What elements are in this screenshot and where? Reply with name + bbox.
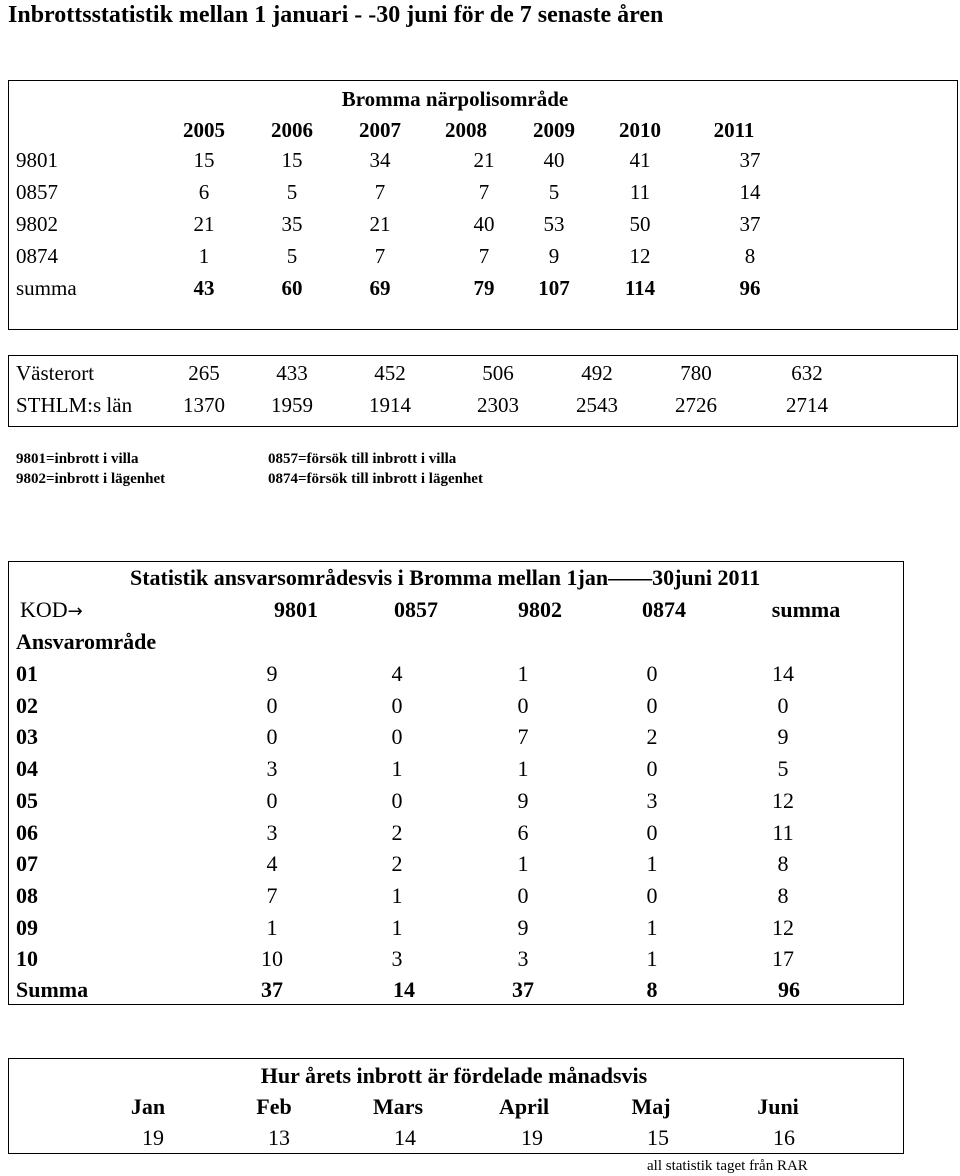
source-note: all statistik taget från RAR <box>647 1158 808 1174</box>
table-cell: 12 <box>629 244 651 268</box>
table-cell: 53 <box>543 212 565 236</box>
table-cell: 7 <box>478 180 490 204</box>
month-header: Maj <box>631 1094 671 1119</box>
table-cell: 2543 <box>576 393 618 417</box>
table-cell: 3 <box>646 787 658 813</box>
table-cell: 7 <box>478 244 490 268</box>
sum-cell: 37 <box>261 977 283 1002</box>
area-code: 03 <box>16 724 38 750</box>
table-cell: 7 <box>374 244 386 268</box>
month-value: 15 <box>647 1125 669 1150</box>
month-header: April <box>498 1094 550 1119</box>
area-code: 08 <box>16 882 38 908</box>
table-cell: 0 <box>646 692 658 718</box>
table-cell: 0 <box>517 882 529 908</box>
table-cell: 5 <box>286 244 298 268</box>
table-cell: 4 <box>391 661 403 686</box>
sum-cell: 96 <box>739 276 761 300</box>
area-code: 10 <box>16 946 38 972</box>
sum-cell: 79 <box>473 276 495 300</box>
table-cell: 11 <box>772 819 794 845</box>
table-cell: 0 <box>391 724 403 750</box>
page-title: Inbrottsstatistik mellan 1 januari - -30 juni för de 7 senaste åren <box>8 2 664 28</box>
table-cell: 3 <box>266 819 278 845</box>
sum-cell: 69 <box>369 276 391 300</box>
area-code: 05 <box>16 787 38 813</box>
table-cell: 3 <box>391 946 403 972</box>
area-code: 07 <box>16 851 38 877</box>
kod-label: KOD→ <box>20 597 83 622</box>
table-cell: 1 <box>517 661 529 686</box>
table-cell: 0 <box>391 692 403 718</box>
table-cell: 5 <box>777 756 789 782</box>
column-header: 0874 <box>642 597 686 622</box>
table-cell: 1 <box>391 882 403 908</box>
table-cell: 433 <box>276 361 308 385</box>
table-cell: 1 <box>646 914 658 940</box>
month-value: 19 <box>142 1125 164 1150</box>
table-cell: 34 <box>369 148 391 172</box>
table-cell: 0 <box>266 724 278 750</box>
column-header: 9801 <box>274 597 318 622</box>
table-cell: 2 <box>391 851 403 877</box>
table-cell: 1 <box>517 851 529 877</box>
sum-cell: 43 <box>193 276 215 300</box>
table-cell: 1370 <box>183 393 225 417</box>
table-cell: 1 <box>198 244 210 268</box>
table-cell: 12 <box>772 787 794 813</box>
month-header: Juni <box>757 1094 799 1119</box>
table-cell: 506 <box>482 361 514 385</box>
table-cell: 2 <box>646 724 658 750</box>
table-cell: 0 <box>646 756 658 782</box>
table-cell: 492 <box>581 361 613 385</box>
table-cell: 1 <box>391 914 403 940</box>
area-code: 09 <box>16 914 38 940</box>
table-cell: 40 <box>473 212 495 236</box>
table-cell: 7 <box>517 724 529 750</box>
area-code: 04 <box>16 756 38 782</box>
row-label-header: Ansvarområde <box>16 629 157 654</box>
table-cell: 21 <box>473 148 495 172</box>
area-code: 02 <box>16 692 38 718</box>
sum-cell: 14 <box>393 977 415 1002</box>
table-cell: 12 <box>772 914 794 940</box>
table-cell: 14 <box>739 180 761 204</box>
table-cell: 1 <box>646 946 658 972</box>
table-cell: 6 <box>198 180 210 204</box>
row-code: 9801 <box>16 148 58 172</box>
table-cell: 0 <box>646 819 658 845</box>
area-code: 01 <box>16 661 38 686</box>
table-cell: 0 <box>646 661 658 686</box>
table-cell: 9 <box>266 661 278 686</box>
table-cell: 265 <box>188 361 220 385</box>
column-header: summa <box>771 597 841 622</box>
sum-cell: 114 <box>624 276 656 300</box>
table-cell: 9 <box>517 914 529 940</box>
month-value: 19 <box>521 1125 543 1150</box>
table-cell: 3 <box>517 946 529 972</box>
table-cell: 1 <box>391 756 403 782</box>
region-label: Västerort <box>16 361 95 385</box>
table-cell: 37 <box>739 212 761 236</box>
table-cell: 452 <box>374 361 406 385</box>
table-cell: 0 <box>266 787 278 813</box>
table-cell: 14 <box>772 661 794 686</box>
month-header: Mars <box>372 1094 424 1119</box>
table-cell: 7 <box>374 180 386 204</box>
table-cell: 7 <box>266 882 278 908</box>
table-areas-heading: Statistik ansvarsområdesvis i Bromma mellan 1jan——30juni 2011 <box>130 565 761 590</box>
table-cell: 0 <box>266 692 278 718</box>
table-cell: 21 <box>369 212 391 236</box>
area-summa: Summa <box>16 977 89 1002</box>
table-cell: 4 <box>266 851 278 877</box>
table-cell: 9 <box>517 787 529 813</box>
row-code: 0857 <box>16 180 58 204</box>
table-cell: 5 <box>548 180 560 204</box>
table-cell: 40 <box>543 148 565 172</box>
year-header: 2005 <box>183 118 225 142</box>
table-cell: 0 <box>777 692 789 718</box>
table-cell: 15 <box>281 148 303 172</box>
table-cell: 50 <box>629 212 651 236</box>
table-cell: 15 <box>193 148 215 172</box>
table-cell: 1 <box>517 756 529 782</box>
table-cell: 0 <box>646 882 658 908</box>
table-cell: 21 <box>193 212 215 236</box>
table-cell: 37 <box>739 148 761 172</box>
row-code: 0874 <box>16 244 58 268</box>
table-cell: 8 <box>777 882 789 908</box>
year-header: 2011 <box>713 118 755 142</box>
year-header: 2006 <box>271 118 313 142</box>
legend-9802: 9802=inbrott i lägenhet <box>16 471 166 487</box>
month-header: Feb <box>256 1094 292 1119</box>
month-value: 13 <box>268 1125 290 1150</box>
row-code-summa: summa <box>16 276 77 300</box>
area-code: 06 <box>16 819 38 845</box>
year-header: 2009 <box>533 118 575 142</box>
table-cell: 8 <box>777 851 789 877</box>
legend-9801: 9801=inbrott i villa <box>16 451 139 467</box>
row-code: 9802 <box>16 212 58 236</box>
table-cell: 35 <box>281 212 303 236</box>
table-cell: 2726 <box>675 393 717 417</box>
table-bromma-heading: Bromma närpolisområde <box>341 87 569 111</box>
table-cell: 632 <box>791 361 823 385</box>
year-header: 2007 <box>359 118 401 142</box>
table-cell: 780 <box>680 361 712 385</box>
table-cell: 6 <box>517 819 529 845</box>
table-cell: 17 <box>772 946 794 972</box>
table-cell: 9 <box>548 244 560 268</box>
legend-0874: 0874=försök till inbrott i lägenhet <box>268 471 483 487</box>
table-cell: 0 <box>391 787 403 813</box>
column-header: 9802 <box>518 597 562 622</box>
table-cell: 3 <box>266 756 278 782</box>
sum-cell: 96 <box>778 977 800 1002</box>
sum-cell: 8 <box>646 977 658 1002</box>
table-cell: 1959 <box>271 393 313 417</box>
table-cell: 10 <box>261 946 283 972</box>
sum-cell: 107 <box>538 276 570 300</box>
month-header: Jan <box>130 1094 166 1119</box>
table-cell: 8 <box>744 244 756 268</box>
table-cell: 2714 <box>786 393 828 417</box>
month-value: 14 <box>394 1125 416 1150</box>
table-months-heading: Hur årets inbrott är fördelade månadsvis <box>260 1063 648 1088</box>
table-cell: 5 <box>286 180 298 204</box>
table-cell: 2 <box>391 819 403 845</box>
column-header: 0857 <box>394 597 438 622</box>
table-cell: 11 <box>629 180 651 204</box>
sum-cell: 37 <box>512 977 534 1002</box>
table-cell: 2303 <box>477 393 519 417</box>
table-cell: 1 <box>646 851 658 877</box>
sum-cell: 60 <box>281 276 303 300</box>
table-cell: 1914 <box>369 393 411 417</box>
table-cell: 0 <box>517 692 529 718</box>
region-label: STHLM:s län <box>16 393 133 417</box>
table-cell: 9 <box>777 724 789 750</box>
year-header: 2010 <box>619 118 661 142</box>
table-cell: 1 <box>266 914 278 940</box>
legend-0857: 0857=försök till inbrott i villa <box>268 451 457 467</box>
table-cell: 41 <box>629 148 651 172</box>
month-value: 16 <box>773 1125 795 1150</box>
year-header: 2008 <box>445 118 487 142</box>
